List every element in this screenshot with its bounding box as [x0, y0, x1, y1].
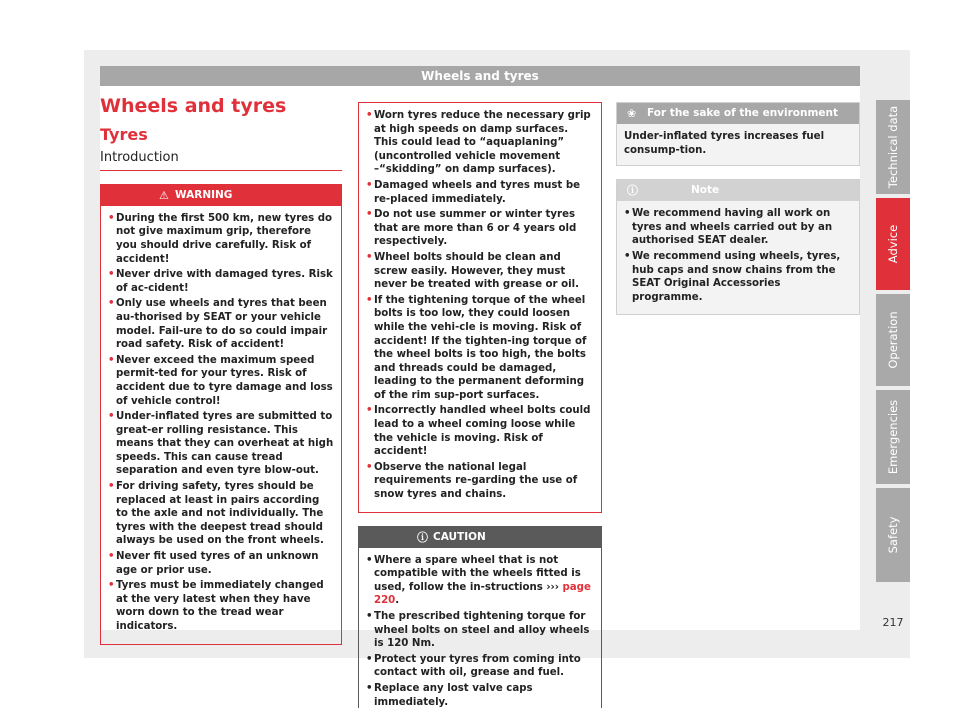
- note-list: [617, 201, 859, 314]
- chapter-title: Wheels and tyres: [100, 95, 287, 117]
- bullet-icon: •: [366, 209, 373, 221]
- tab-operation[interactable]: Operation: [876, 294, 910, 386]
- tab-safety[interactable]: Safety: [876, 488, 910, 582]
- list-item: • For driving safety, tyres should be replaced at least in pairs according to the axle and not individually. The tyres with the deepest tread should always be used on the front wheels.: [108, 481, 324, 547]
- bullet-icon: •: [366, 294, 373, 306]
- column-middle: [358, 102, 602, 708]
- tab-technical-data[interactable]: Technical data: [876, 100, 910, 194]
- column-right: [616, 102, 860, 315]
- warning-continued-box: [358, 102, 602, 513]
- tab-emergencies[interactable]: Emergencies: [876, 390, 910, 484]
- list-item: • Incorrectly handled wheel bolts could lead to a wheel coming loose while the vehicle is moving. Risk of accident!: [366, 405, 591, 458]
- list-item: • Replace any lost valve caps immediately.: [366, 682, 533, 708]
- bullet-icon: •: [108, 580, 115, 592]
- bullet-icon: •: [366, 611, 373, 622]
- list-item: • The prescribed tightening torque for wheel bolts on steel and alloy wheels is 120 Nm.: [366, 611, 590, 650]
- environment-text: Under-inflated tyres increases fuel consump-tion.: [624, 131, 825, 156]
- caution-circle-icon: ⓘ: [417, 530, 428, 544]
- bullet-icon: •: [108, 354, 115, 366]
- environment-header: [617, 103, 859, 124]
- environment-label: For the sake of the environment: [647, 107, 839, 119]
- reference-arrows: ›››: [546, 581, 559, 593]
- bullet-icon: •: [366, 405, 373, 417]
- warning-header: [101, 185, 341, 206]
- section-title: Tyres: [100, 124, 148, 144]
- bullet-icon: •: [366, 682, 373, 694]
- bullet-icon: •: [624, 208, 631, 220]
- warning-triangle-icon: ⚠: [159, 188, 169, 202]
- bullet-icon: •: [366, 554, 373, 566]
- list-item: • Observe the national legal requirements re-garding the use of snow tyres and chains.: [366, 461, 578, 501]
- list-item: • Only use wheels and tyres that been au-thorised by SEAT or your vehicle model. Fail-ure to do so could impair road safety. Risk of accident!: [108, 298, 328, 351]
- caution-label: CAUTION: [433, 530, 486, 543]
- bullet-icon: •: [108, 411, 115, 423]
- warning-continued-list: [359, 103, 601, 512]
- page-number: 217: [882, 616, 904, 629]
- list-item: • Never drive with damaged tyres. Risk of ac-cident!: [108, 269, 333, 294]
- list-item: • Never exceed the maximum speed permit-ted for your tyres. Risk of accident due to tyre damage and loss of vehicle control!: [108, 354, 333, 407]
- bullet-icon: •: [108, 481, 115, 493]
- list-item: • Protect your tyres from coming into contact with oil, grease and fuel.: [366, 653, 581, 679]
- list-item: • Wheel bolts should be clean and screw easily. However, they must never be treated with grease or oil.: [366, 251, 579, 291]
- list-item: • Damaged wheels and tyres must be re-placed immediately.: [366, 179, 581, 205]
- bullet-icon: •: [366, 251, 373, 263]
- caution-box: [358, 526, 602, 708]
- bullet-icon: •: [366, 110, 373, 121]
- environment-box: [616, 102, 860, 166]
- info-icon: ⓘ: [627, 184, 638, 198]
- list-item: • Do not use summer or winter tyres that are more than 6 or 4 years old respectively.: [366, 209, 577, 248]
- tab-advice[interactable]: Advice: [876, 198, 910, 290]
- caution-list: [359, 548, 601, 708]
- list-item: • Where a spare wheel that is not compatible with the wheels fitted is used, follow the in-structions ››› page 220.: [366, 554, 591, 607]
- bullet-icon: •: [108, 269, 115, 281]
- bullet-icon: •: [108, 298, 115, 310]
- warning-box: [100, 184, 342, 645]
- list-item: • We recommend having all work on tyres and wheels carried out by an authorised SEAT dealer.: [624, 208, 833, 247]
- leaf-icon: ❀: [627, 107, 637, 120]
- running-header: Wheels and tyres: [100, 66, 860, 86]
- note-label: Note: [691, 184, 720, 197]
- list-item: • If the tightening torque of the wheel bolts is too low, they could loosen while the vehi-cle is moving. Risk of accident! If the tighten-ing torque of the wheel bolts is too high, the bolts and threads could be damaged, leading to the permanent deforming of the rim sup-port surfaces.: [366, 294, 587, 401]
- list-item: • Under-inflated tyres are submitted to great-er rolling resistance. This means that they can overheat at high speeds. This can cause tread separation and even tyre blow-out.: [108, 411, 334, 477]
- bullet-icon: •: [108, 212, 115, 224]
- bullet-icon: •: [366, 653, 373, 665]
- note-header: [617, 180, 859, 201]
- subsection-title: Introduction: [100, 151, 342, 171]
- warning-label: WARNING: [175, 188, 233, 201]
- list-item: • We recommend using wheels, tyres, hub caps and snow chains from the SEAT Original Accessories programme.: [624, 250, 841, 303]
- bullet-icon: •: [624, 250, 631, 262]
- list-item: • Tyres must be immediately changed at the very latest when they have worn down to the tread wear indicators.: [108, 580, 324, 632]
- list-item: • Never fit used tyres of an unknown age or prior use.: [108, 551, 319, 576]
- bullet-icon: •: [366, 179, 373, 191]
- list-item: • During the first 500 km, new tyres do not give maximum grip, therefore you should drive carefully. Risk of accident!: [108, 212, 333, 265]
- page-reference-link[interactable]: page 220: [374, 581, 591, 607]
- column-left: [100, 96, 342, 645]
- caution-header: [359, 527, 601, 548]
- note-box: [616, 179, 860, 315]
- warning-list: [101, 206, 341, 644]
- bullet-icon: •: [108, 551, 115, 563]
- bullet-icon: •: [366, 461, 373, 473]
- list-item: • Worn tyres reduce the necessary grip at high speeds on damp surfaces. This could lead to “aquaplaning” (uncontrolled vehicle movement –“skidding” on damp surfaces).: [366, 110, 591, 176]
